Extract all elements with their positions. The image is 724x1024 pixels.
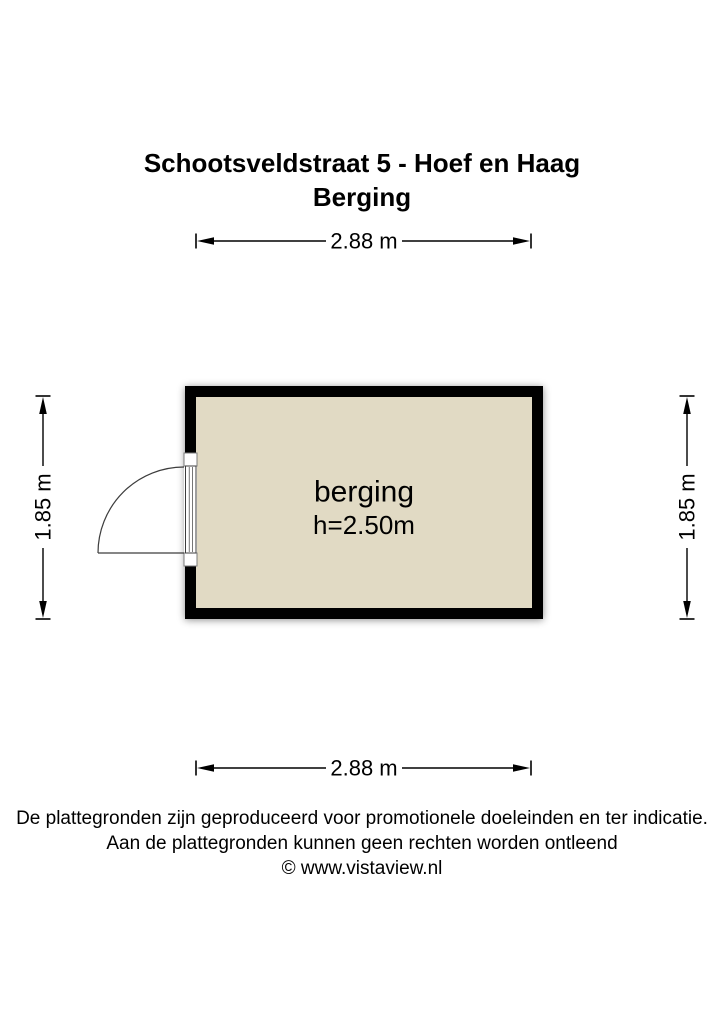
room-name-label: berging xyxy=(313,475,415,509)
copyright-line: © www.vistaview.nl xyxy=(281,858,443,879)
dim-bottom-left-arrow-icon xyxy=(197,764,214,772)
dimension-right xyxy=(675,396,700,619)
door-jamb-bottom xyxy=(184,553,197,566)
dimension-top xyxy=(196,229,531,254)
dimension-top-label: 2.88 m xyxy=(330,228,398,254)
dimension-bottom-label: 2.88 m xyxy=(330,755,398,781)
door-swing-arc-icon xyxy=(98,467,184,553)
dim-right-down-arrow-icon xyxy=(683,601,691,618)
dim-left-up-arrow-icon xyxy=(39,397,47,414)
disclaimer-line-2: Aan de plattegronden kunnen geen rechten worden ontleend xyxy=(106,833,618,854)
room-ceiling-height-label: h=2.50m xyxy=(313,510,415,540)
dim-top-left-arrow-icon xyxy=(197,237,214,245)
footer-disclaimer xyxy=(0,806,724,881)
door-jamb-top xyxy=(184,453,197,466)
dim-bottom-right-arrow-icon xyxy=(513,764,530,772)
door xyxy=(98,453,197,566)
door-leaf xyxy=(186,466,197,553)
title-room-type: Berging xyxy=(312,182,412,212)
dimension-left xyxy=(31,396,56,619)
dim-left-down-arrow-icon xyxy=(39,601,47,618)
dimension-right-label: 1.85 m xyxy=(674,473,700,541)
title-address: Schootsveldstraat 5 - Hoef en Haag xyxy=(143,148,581,178)
dim-right-up-arrow-icon xyxy=(683,397,691,414)
dim-top-right-arrow-icon xyxy=(513,237,530,245)
disclaimer-line-1: De plattegronden zijn geproduceerd voor promotionele doeleinden en ter indicatie. xyxy=(16,808,708,829)
dimension-left-label: 1.85 m xyxy=(30,473,56,541)
dimension-bottom xyxy=(196,756,531,781)
